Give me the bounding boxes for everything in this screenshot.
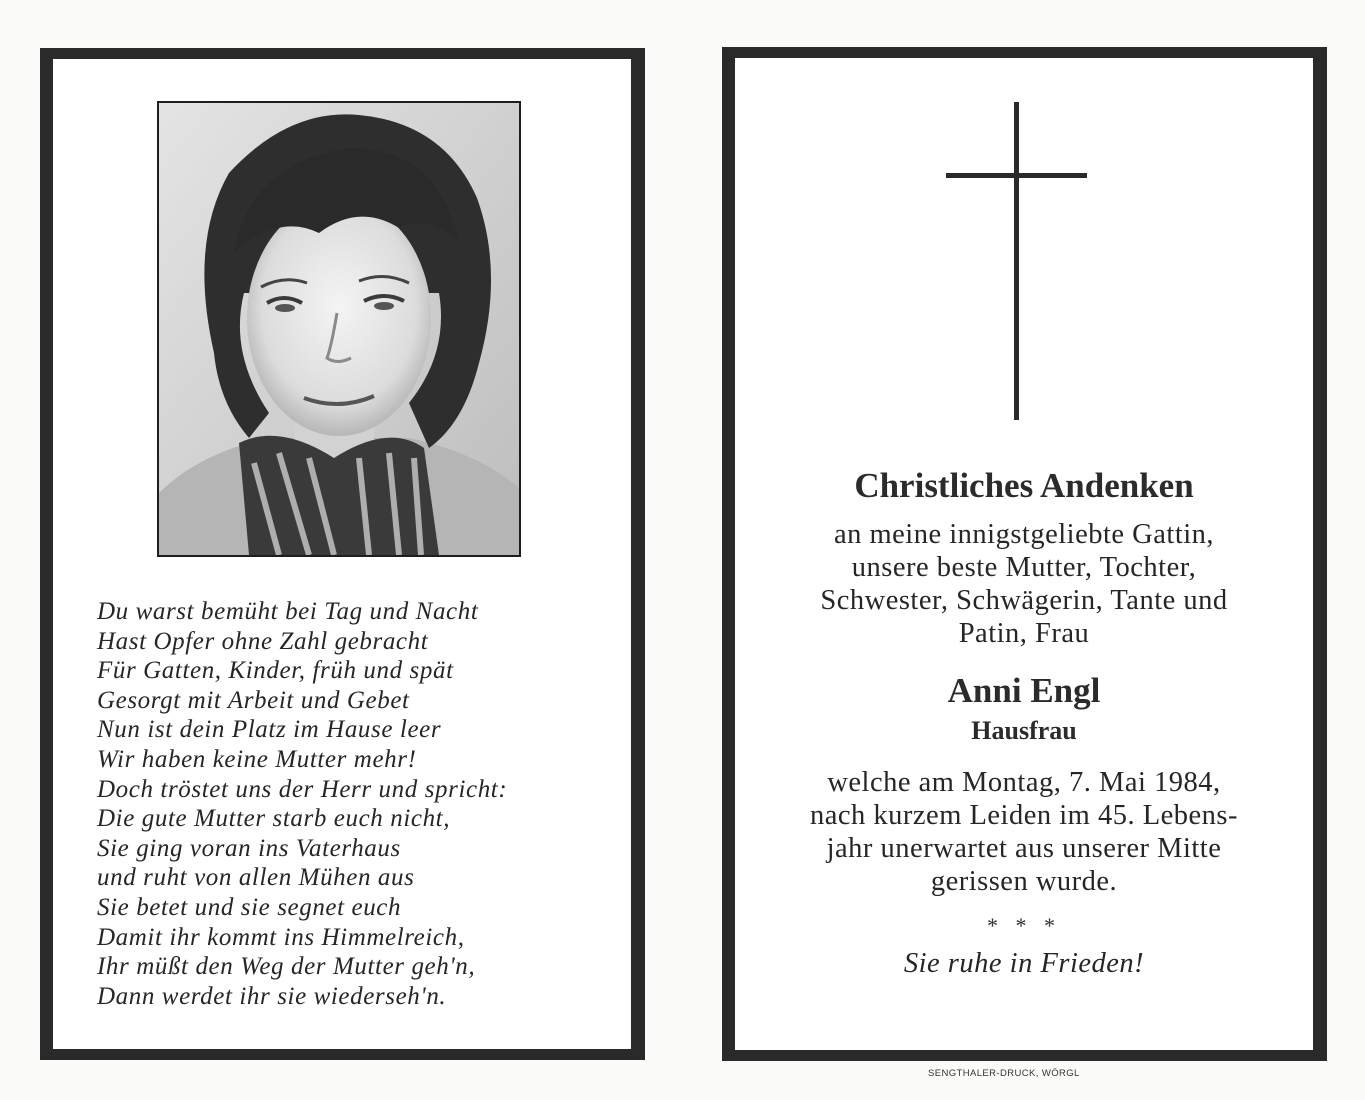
death-details-line: jahr unerwartet aus unserer Mitte xyxy=(826,833,1222,864)
death-details-line: nach kurzem Leiden im 45. Lebens- xyxy=(809,800,1238,831)
separator-stars: * * * xyxy=(987,913,1061,938)
dedication-text xyxy=(735,518,1313,650)
poem-line: Für Gatten, Kinder, früh und spät xyxy=(97,657,454,685)
dedication-line: an meine innigstgeliebte Gattin, xyxy=(833,519,1215,550)
poem-line: Damit ihr kommt ins Himmelreich, xyxy=(97,923,465,951)
death-details-line: welche am Montag, 7. Mai 1984, xyxy=(827,767,1221,798)
poem-line: Dann werdet ihr sie wiederseh'n. xyxy=(97,982,447,1010)
memorial-heading: Christliches Andenken xyxy=(854,466,1194,505)
poem xyxy=(97,597,617,1011)
death-details xyxy=(735,766,1313,898)
dedication-line: Schwester, Schwägerin, Tante und xyxy=(820,585,1228,616)
printer-credit: SENGTHALER-DRUCK, WÖRGL xyxy=(928,1068,1080,1079)
right-card xyxy=(722,47,1327,1061)
poem-line: Sie ging voran ins Vaterhaus xyxy=(97,834,401,862)
poem-line: Hast Opfer ohne Zahl gebracht xyxy=(97,627,429,655)
farewell-text: Sie ruhe in Frieden! xyxy=(903,948,1145,979)
poem-line: Sie betet und sie segnet euch xyxy=(97,893,402,921)
dedication-line: Patin, Frau xyxy=(958,618,1090,649)
left-card xyxy=(40,48,645,1060)
poem-line: Ihr müßt den Weg der Mutter geh'n, xyxy=(97,953,476,981)
poem-line: Du warst bemüht bei Tag und Nacht xyxy=(97,598,479,625)
poem-line: Die gute Mutter starb euch nicht, xyxy=(97,805,451,833)
poem-line: Wir haben keine Mutter mehr! xyxy=(97,745,417,773)
dedication-line: unsere beste Mutter, Tochter, xyxy=(851,552,1197,583)
poem-line: Gesorgt mit Arbeit und Gebet xyxy=(97,686,410,714)
deceased-name: Anni Engl xyxy=(947,671,1101,710)
portrait-image xyxy=(159,103,519,555)
portrait-photo xyxy=(157,101,521,557)
poem-line: Doch tröstet uns der Herr und spricht: xyxy=(97,775,508,803)
deceased-occupation: Hausfrau xyxy=(971,716,1077,745)
cross-icon xyxy=(946,102,1088,422)
death-details-line: gerissen wurde. xyxy=(930,866,1118,897)
poem-line: und ruht von allen Mühen aus xyxy=(97,864,415,892)
poem-line: Nun ist dein Platz im Hause leer xyxy=(97,716,442,744)
